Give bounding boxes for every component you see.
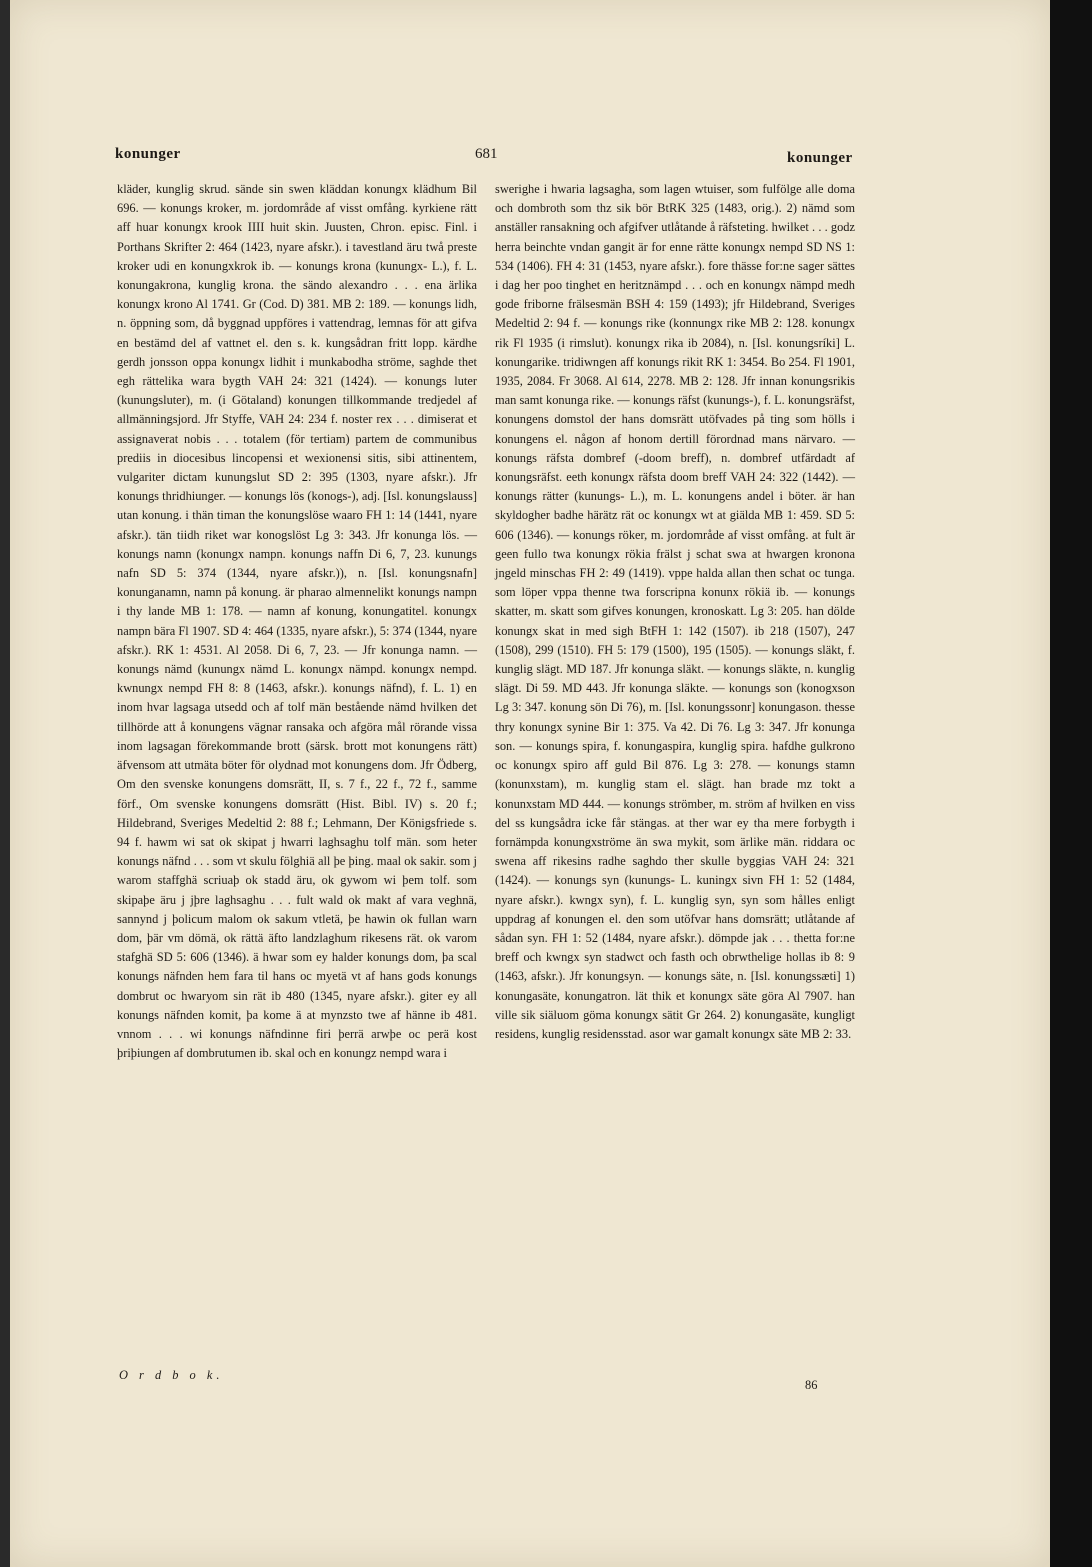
scan-right-edge xyxy=(1050,0,1092,1567)
left-column xyxy=(117,180,477,1063)
running-head-left: konunger xyxy=(115,146,181,162)
right-column xyxy=(495,180,855,1044)
scan-left-edge xyxy=(0,0,10,1567)
page-header xyxy=(115,142,875,166)
sheet-number: 86 xyxy=(805,1378,818,1392)
left-column-text: kläder, kunglig skrud. sände sin swen kläddan konungx klädhum Bil 696. — konungs kroker, m. jordområde af visst omfång. kyrkiene rätt aff huar konungx krook IIII huit skin. Juusten, Chron. episc. Finl. i Porthans Skrifter 2: 464 (1423, nyare afskr.). i tavestland äru twå preste kroker udi en konungxkrok ib. — konungs krona (kunungx- L.), f. L. konungakrona, kunglig krona. the sändo alexandro . . . ena ärlika konungx krono Al 1741. Gr (Cod. D) 381. MB 2: 189. — konungs lidh, n. öppning som, då byggnad uppföres i vattendrag, lemnas för att gifva en bestämd del af vattnet el. den s. k. kungsådran fritt lopp. kärdhe gerdh jonsson oppa konungx lidhit i munkabodha ströme, saghde thet egh rättelika wara bygth VAH 24: 321 (1424). — konungs luter (kunungsluter), m. (i Götaland) konungen tillkommande tredjedel af allmänningsjord. Jfr Styffe, VAH 24: 234 f. noster rex . . . dimiserat et assignaverat nobis . . . totalem (för tertiam) partem de communibus prediis in diocesibus lincopensi et wexionensi sitis, sibi attinentem, vulgariter dictam kunungslut SD 2: 395 (1303, nyare afskr.). Jfr konungs thridhiunger. — konungs lös (konogs-), adj. [Isl. konungslauss] utan konung. i thän timan the konungslöse waaro FH 1: 14 (1441, nyare afskr.). tän tiidh riket war konogslöst Lg 3: 343. Jfr konunga lös. — konungs namn (konungx nampn. konungs naffn Di 6, 7, 23. kunungs nafn SD 5: 374 (1344, nyare afskr.)), n. [Isl. konungsnafn] konunganamn, namn på konung. är pharao almennelikt konungs nampn i thy lande MB 1: 178. — namn af konung, konungatitel. konungx nampn bära Fl 1907. SD 4: 464 (1335, nyare afskr.), 5: 374 (1344, nyare afskr.). RK 1: 4531. Al 2058. Di 6, 7, 23. — Jfr konunga namn. — konungs nämd (kunungx nämd L. konungx nämpd. konungx nempd. kwnungx nempd FH 8: 8 (1463, afskr.). konungs näfnd), f. L. 1) en inom hvar lagsaga utsedd och af tolf män bestående nämd hvilken det tillhörde att å konungens vägnar ransaka och afgöra mål rörande vissa inom lagsagan förekommande brott (särsk. brott mot konungens rätt) äfvensom att utmäta böter för olydnad mot konungens dom. Jfr Ödberg, Om den svenske konungens domsrätt, II, s. 7 f., 22 f., 72 f., samme förf., Om svenske konungens domsrätt (Hist. Bibl. IV) s. 20 f.; Hildebrand, Sveriges Medeltid 2: 88 f.; Lehmann, Der Königsfriede s. 94 f. hawm wi sat ok skipat j hwarri laghsaghu tolf män. som heter konungs näfnd . . . som vt skulu fölghiä all þe þing. maal ok sakir. som j warom staffghä scriuaþ ok stadd äru, ok gywom wi þem tolf. som skipaþe äru j jþre laghsaghu . . . fult wald ok makt af vara veghnä, sannynd j þolicum malom ok sakum vtletä, þe hawin ok fullan warn dom, þär vm dömä, ok rättä äfto landzlaghum rikesens rät. ok varom stafghä SD 5: 606 (1346). ä hwar som ey halder konungs dom, þa scal konungs näfnden hem fara til hans oc myetä vt af hans gods konungs dombrut oc hwaryom sin rät ib 480 (1345, nyare afskr.). giter ey all konungs näfnden komit, þa kome ä at mynzsto twe af hänne ib 481. vnnom . . . wi konungs näfndinne firi þerrä arwþe oc perä kost þriþiungen af dombrutumen ib. skal och en konungz nempd wara i xyxy=(117,182,477,1061)
right-column-text: swerighe i hwaria lagsagha, som lagen wtuiser, som fulfölge alle doma och dombroth som thz sik bör BtRK 325 (1483, orig.). 2) nämd som anställer ransakning och afgifver utlåtande å räfsteting. hwilket . . . godz herra beinchte vndan gangit är for enne rätte konungx nempd SD NS 1: 534 (1406). FH 4: 31 (1453, nyare afskr.). fore thässe for:ne sager sättes i dag her poo tinghet en heritznämpd . . . och en konungx nämpd medh gode friborne frälsesmän BSH 4: 159 (1493); jfr Hildebrand, Sveriges Medeltid 2: 94 f. — konungs rike (konnungx rike MB 2: 128. konungx rik Fl 1935 (i rimslut). konungx rika ib 2084), n. [Isl. konungsríki] L. konungarike. tridiwngen aff konungs rikit RK 1: 3454. Bo 254. Fl 1901, 1935, 2084. Fr 3068. Al 614, 2278. MB 2: 128. Jfr innan konungsrikis man samt konunga rike. — konungs räfst (kunungs-), f. L. konungsräfst, konungens domstol der hans domsrätt utöfvades på ting som hölls i konungens el. någon af honom dertill förordnad mans närvaro. — konungs räfsta dombref (-doom breff), n. dombref utfärdadt af konungsräfst. eeth konungx räfsta doom breff VAH 24: 322 (1442). — konungs rätter (kunungs- L.), m. L. konungens andel i böter. är han skyldogher badhe härätz rät oc konungx wt at giälda MB 1: 459. SD 5: 606 (1346). — konungs röker, m. jordområde af visst omfång. at fult är geen fullo twa konungx rökia frälst j schat swa at hwargen kronona jngeld minschas FH 2: 49 (1419). vppe halda allan then schat oc tunga. som löper vppa thenne twa forscripna konunx rökiä ib. — konungs skatter, m. skatt som gifves konungen, kronoskatt. Lg 3: 205. han dölde konungx skat in med sigh BtFH 1: 142 (1507). ib 218 (1507), 247 (1508), 299 (1510). FH 5: 179 (1500), 195 (1505). — konungs släkt, f. kunglig slägt. MD 187. Jfr konunga släkt. — konungs släkte, n. kunglig slägt. Di 59. MD 443. Jfr konunga släkte. — konungs son (konogxson Lg 3: 347. konung sön Di 76), m. [Isl. konungssonr] konungason. thesse thry konungx synine Bir 1: 375. Va 42. Di 76. Lg 3: 347. Jfr konunga son. — konungs spira, f. konungaspira, kunglig spira. hafdhe gulkrono oc konungx spiro aff guld Bil 876. Lg 3: 278. — konungs stamn (konunxstam), m. kunglig stam el. slägt. han brade mz tokt a konunxstam MD 444. — konungs strömber, m. ström af hvilken en viss del ss kungsådra icke får stängas. at ther war ey tha mere forbygth i fornämpda konungxströme än swa mykit, som ärlike män. riddara oc swena aff rikesins radhe saghdo ther skulle byggias VAH 24: 321 (1424). — konungs syn (kunungs- L. kuningx sivn FH 1: 52 (1484, nyare afskr.). kwngx syn), f. L. kunglig syn, syn som hålles enligt uppdrag af konungen el. den som utöfvar hans domsrätt; utlåtande af sådan syn. FH 1: 52 (1484, nyare afskr.). dömpde jak . . . thetta for:ne breff och kwngx syn stadwct och fasth och obrwthelige hollas ib 8: 9 (1463, afskr.). Jfr konungsyn. — konungs säte, n. [Isl. konungssæti] 1) konungasäte, konungatron. lät thik et konungx säte göra Al 7907. han ville sik siäluom göma konungx sätit Gr 264. 2) konungasäte, kungligt residens, kunglig residensstad. asor war gamalt konungx säte MB 2: 33. xyxy=(495,182,855,1041)
running-head-right: konunger xyxy=(787,150,853,166)
page-number: 681 xyxy=(475,146,498,162)
printer-signature: O r d b o k. xyxy=(119,1368,224,1382)
